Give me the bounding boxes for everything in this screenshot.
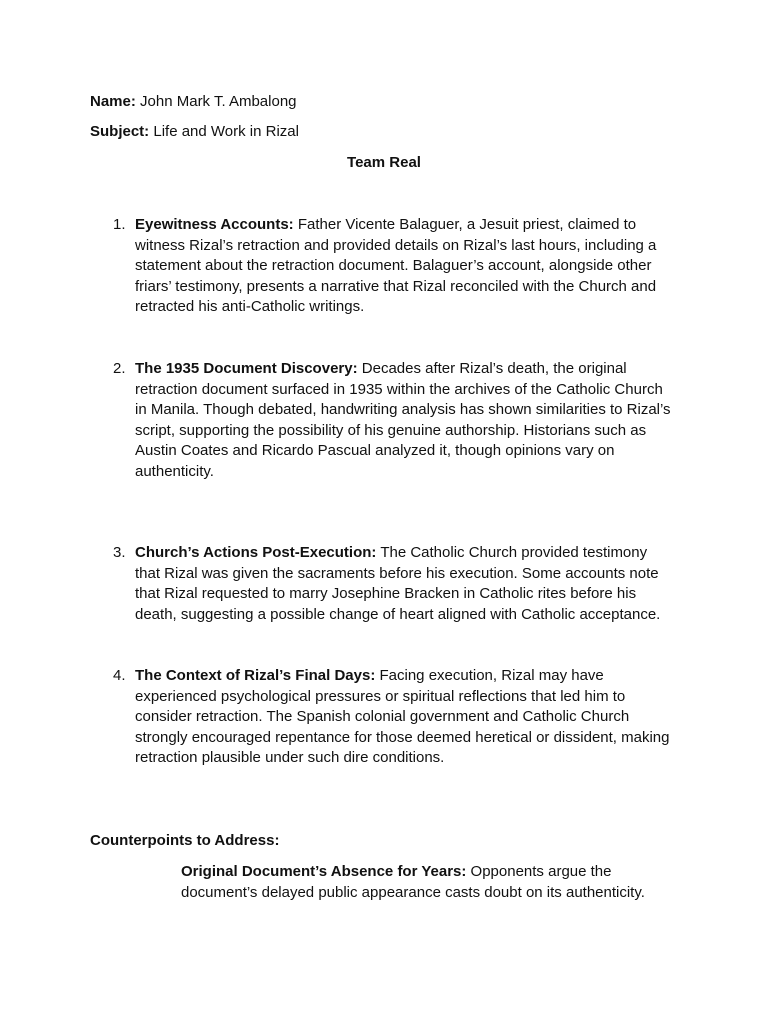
list-item-4: [113, 666, 673, 769]
list-item-text: The Catholic Church provided testimony that Rizal was given the sacraments before his execution. Some accounts note that Rizal requested to marry Josephine Bracken in Catholic rites before his death, suggesting a possible change of heart aligned with Catholic acceptance.: [135, 544, 661, 623]
list-item-heading: Eyewitness Accounts:: [135, 216, 294, 233]
document-title: Team Real: [347, 154, 421, 171]
list-item-1: [113, 215, 673, 318]
list-item-2: [113, 359, 673, 483]
list-item-number: 4.: [113, 667, 126, 684]
name-label: Name:: [90, 93, 136, 110]
list-item-heading: The Context of Rizal’s Final Days:: [135, 667, 376, 684]
list-item-heading: The 1935 Document Discovery:: [135, 360, 358, 377]
list-item-heading: Church’s Actions Post-Execution:: [135, 544, 377, 561]
list-item-3: [113, 543, 673, 625]
name-line: [90, 92, 297, 112]
counterpoint-text: Opponents argue the document’s delayed public appearance casts doubt on its authenticity.: [181, 863, 645, 901]
counterpoints-heading: Counterpoints to Address:: [90, 832, 280, 849]
list-item-text: Facing execution, Rizal may have experienced psychological pressures or spiritual reflections that led him to consider retraction. The Spanish colonial government and Catholic Church strongly encouraged repentance for those deemed heretical or dissident, making retraction plausible under such dire conditions.: [135, 667, 670, 767]
list-item-text: Father Vicente Balaguer, a Jesuit priest, claimed to witness Rizal’s retraction and provided details on Rizal’s last hours, including a statement about the retraction document. Balaguer’s account, alongside other friars’ testimony, presents a narrative that Rizal reconciled with the Church and retracted his anti-Catholic writings.: [135, 216, 657, 316]
subject-label: Subject:: [90, 123, 150, 140]
name-value: John Mark T. Ambalong: [140, 93, 297, 110]
list-item-number: 2.: [113, 360, 126, 377]
list-item-number: 3.: [113, 544, 126, 561]
list-item-number: 1.: [113, 216, 126, 233]
subject-line: [90, 122, 299, 142]
list-item-text: Decades after Rizal’s death, the original retraction document surfaced in 1935 within the archives of the Catholic Church in Manila. Though debated, handwriting analysis has shown similarities to Rizal’s script, supporting the possibility of his genuine authorship. Historians such as Austin Coates and Ricardo Pascual analyzed it, though opinions vary on authenticity.: [135, 360, 671, 480]
subject-value: Life and Work in Rizal: [153, 123, 299, 140]
counterpoint-item: [181, 862, 681, 903]
counterpoint-heading: Original Document’s Absence for Years:: [181, 863, 467, 880]
